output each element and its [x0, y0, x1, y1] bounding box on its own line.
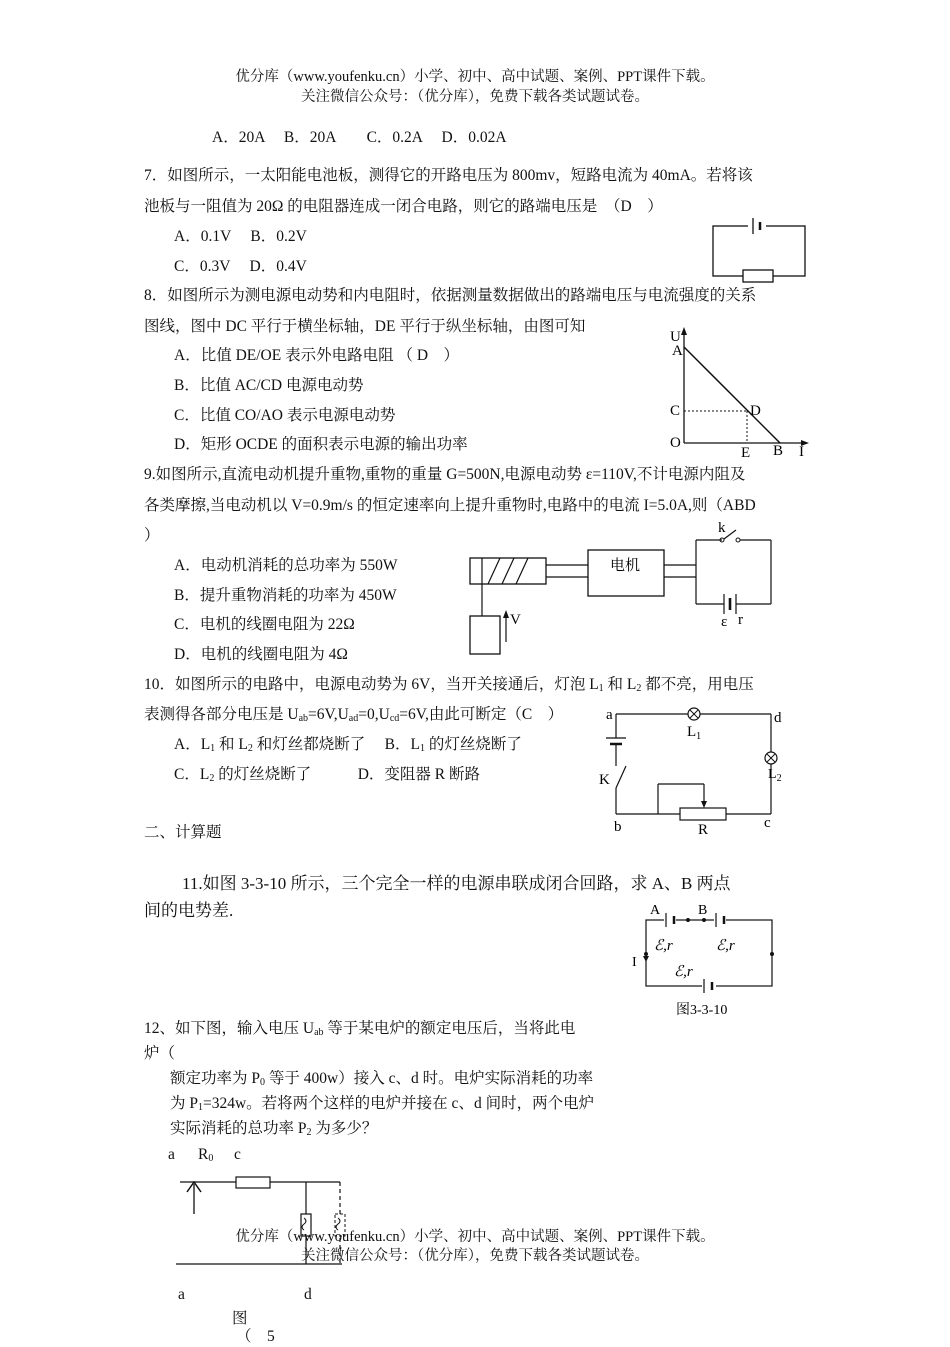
q7-options-cd: C．0.3V D．0.4V — [174, 258, 307, 275]
section-title-calculation: 二、计算题 — [144, 824, 222, 841]
q8-line-2: 图线，图中 DC 平行于横坐标轴，DE 平行于纵坐标轴，由图可知 — [144, 318, 586, 335]
q8-option-d: D．矩形 OCDE 的面积表示电源的输出功率 — [174, 436, 468, 453]
q11-line-2: 间的电势差. — [144, 901, 234, 920]
q12-line-3: 额定功率为 $P_0$ 等于 400w）接入 c、d 时。电炉实际消耗的功率 — [170, 1070, 594, 1088]
q7-line-1: 7．如图所示，一太阳能电池板，测得它的开路电压为 800mv，短路电流为 40mA。若将该 — [144, 167, 753, 184]
q11-line-1: 11.如图 3-3-10 所示，三个完全一样的电源串联成闭合回路，求 A、B 两点 — [182, 874, 731, 893]
q9-line-2: 各类摩擦,当电动机以 V=0.9m/s 的恒定速率向上提升重物时,电路中的电流 I=5.0A,则（ABD — [144, 497, 756, 514]
q10-circuit-diagram — [596, 702, 796, 840]
lamp-l2-label: $L_2$ — [768, 767, 782, 784]
source-2-label: ℰ,r — [716, 938, 735, 954]
graph-label-u: U — [670, 329, 681, 345]
q12-line-1: 12、如下图，输入电压 $U_{ab}$ 等于某电炉的额定电压后，当将此电 — [144, 1020, 576, 1038]
emf-label: ε — [721, 614, 728, 630]
point-a-label: A — [650, 903, 661, 918]
switch-label-k: k — [718, 520, 726, 536]
velocity-label: V — [510, 612, 521, 628]
q10-line-2: 表测得各部分电压是 $U_{ab}=6V,U_{ad}=0,U_{cd}=6V$,由此可断定（C ） — [144, 706, 564, 724]
graph-label-e: E — [741, 445, 751, 461]
q7-options-ab: A．0.1V B．0.2V — [174, 228, 307, 245]
graph-label-i: I — [799, 444, 804, 460]
footer-line-1: 优分库（www.youfenku.cn）小学、初中、高中试题、案例、PPT课件下载。 — [235, 1229, 715, 1245]
node-d: d — [774, 710, 782, 726]
q12-line-2: 炉（ — [144, 1045, 176, 1062]
q11-circuit-diagram — [630, 898, 780, 1020]
point-b-label: B — [698, 903, 708, 918]
q12-figure-number: （ 5 — [236, 1328, 275, 1345]
graph-label-b: B — [773, 443, 784, 459]
q12-figure-label: 图 — [232, 1310, 248, 1327]
footer-line-2: 关注微信公众号：（优分库），免费下载各类试题试卷。 — [301, 1248, 649, 1264]
header-line-1: 优分库（www.youfenku.cn）小学、初中、高中试题、案例、PPT课件下载。 — [235, 69, 715, 85]
q12-label-d: d — [304, 1286, 312, 1303]
header-line-2: 关注微信公众号：（优分库），免费下载各类试题试卷。 — [301, 89, 649, 105]
graph-label-a: A — [672, 343, 683, 359]
rheostat-label: R — [698, 822, 709, 838]
q12-label-r0: $R_0$ — [198, 1146, 214, 1164]
graph-label-d: D — [750, 403, 761, 419]
source-3-label: ℰ,r — [674, 964, 693, 980]
q8-option-b: B．比值 AC/CD 电源电动势 — [174, 377, 364, 394]
internal-resistance-label: r — [738, 612, 743, 628]
q7-circuit-diagram — [712, 210, 808, 280]
q12-label-a-top: a — [168, 1146, 175, 1163]
q10-options-ab: A．$L_1$ 和 $L_2$ 和灯丝都烧断了 B．$L_1$ 的灯丝烧断了 — [174, 736, 522, 754]
q6-options: A．20A B．20A C．0.2A D．0.02A — [212, 129, 507, 146]
q10-options-cd: C．$L_2$ 的灯丝烧断了 D．变阻器 R 断路 — [174, 766, 480, 784]
q8-ui-graph — [665, 325, 815, 460]
lamp-l1-label: $L_1$ — [687, 724, 702, 742]
source-1-label: ℰ,r — [654, 938, 673, 954]
switch-label-k: K — [599, 772, 610, 788]
graph-label-o: O — [670, 435, 681, 451]
q7-line-2: 池板与一阻值为 20Ω 的电阻器连成一闭合电路，则它的路端电压是 （D ） — [144, 198, 663, 215]
q8-line-1: 8．如图所示为测电源电动势和内电阻时，依据测量数据做出的路端电压与电流强度的关系 — [144, 287, 757, 304]
q12-label-a-bottom: a — [178, 1286, 185, 1303]
q9-motor-diagram — [466, 518, 786, 658]
figure-caption: 图3-3-10 — [676, 1003, 728, 1018]
node-c: c — [764, 815, 771, 831]
q12-label-c: c — [234, 1146, 241, 1163]
q8-option-c: C．比值 CO/AO 表示电源电动势 — [174, 407, 396, 424]
q9-option-a: A．电动机消耗的总功率为 550W — [174, 557, 398, 574]
q8-option-a: A．比值 DE/OE 表示外电路电阻 （ D ） — [174, 347, 460, 364]
node-a: a — [606, 707, 613, 723]
q9-line-3: ） — [144, 527, 160, 544]
q9-line-1: 9.如图所示,直流电动机提升重物,重物的重量 G=500N,电源电动势 ε=110V,不计电源内阻及 — [144, 466, 746, 483]
motor-label: 电机 — [610, 558, 641, 574]
q9-option-b: B．提升重物消耗的功率为 450W — [174, 587, 397, 604]
graph-label-c: C — [670, 403, 681, 419]
q9-option-c: C．电机的线圈电阻为 22Ω — [174, 616, 355, 633]
q10-line-1: 10．如图所示的电路中，电源电动势为 6V，当开关接通后，灯泡 $L_1$ 和 $L_2$ 都不亮，用电压 — [144, 676, 754, 694]
current-label: I — [632, 955, 637, 970]
q12-line-5: 实际消耗的总功率 $P_2$ 为多少？ — [170, 1120, 378, 1138]
q9-option-d: D．电机的线圈电阻为 4Ω — [174, 646, 348, 663]
q12-line-4: 为 $P_1=324w$。若将两个这样的电炉并接在 c、d 间时，两个电炉 — [170, 1095, 595, 1113]
node-b: b — [614, 819, 622, 835]
